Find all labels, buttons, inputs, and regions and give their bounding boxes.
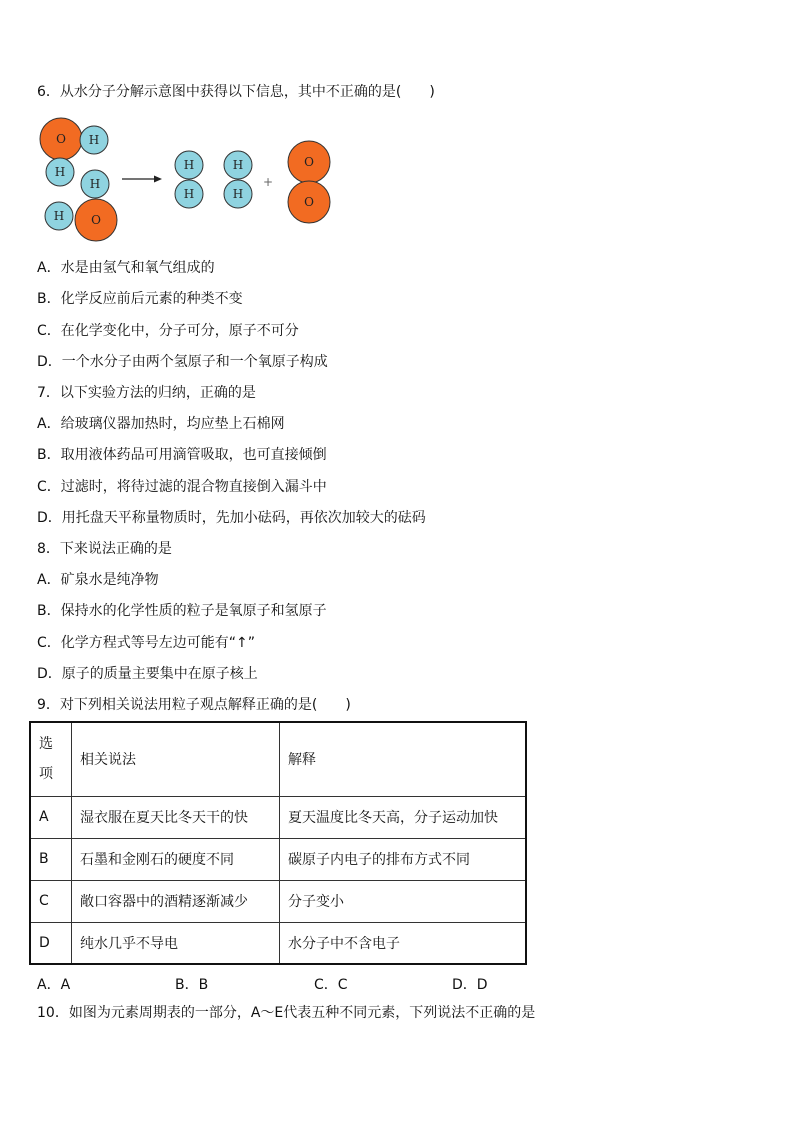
- row-statement: 石墨和金刚石的硬度不同: [72, 838, 280, 880]
- q6-option-b: B．化学反应前后元素的种类不变: [37, 291, 243, 307]
- row-explanation: 水分子中不含电子: [280, 922, 527, 964]
- plus-sign: +: [262, 175, 274, 189]
- q8-option-c: C．化学方程式等号左边可能有“↑”: [37, 635, 256, 651]
- q9-answer-c: C．C: [314, 977, 348, 993]
- oxygen-atom-label: O: [304, 195, 314, 209]
- product-oxygen-molecule: [288, 141, 330, 223]
- q9-answer-d: D．D: [452, 977, 488, 993]
- row-option: B: [30, 838, 72, 880]
- q7-stem: 7．以下实验方法的归纳，正确的是: [37, 385, 256, 401]
- row-option: D: [30, 922, 72, 964]
- hydrogen-atom-label: H: [53, 209, 65, 223]
- q10-stem: 10．如图为元素周期表的一部分，A～E代表五种不同元素，下列说法不正确的是: [37, 1005, 536, 1021]
- row-option: C: [30, 880, 72, 922]
- q9-answer-choices: [37, 974, 507, 992]
- hydrogen-atom-label: H: [54, 165, 66, 179]
- oxygen-atom-label: O: [304, 155, 314, 169]
- q9-answer-b: B．B: [175, 977, 209, 993]
- q7-option-a: A．给玻璃仪器加热时，均应垫上石棉网: [37, 416, 285, 432]
- hydrogen-atom-label: H: [183, 187, 195, 201]
- q9-answer-a: A．A: [37, 977, 71, 993]
- hydrogen-atom-label: H: [183, 158, 195, 172]
- q9-table: [29, 721, 527, 965]
- q8-option-d: D．原子的质量主要集中在原子核上: [37, 666, 258, 682]
- reaction-arrow: [122, 176, 162, 183]
- row-statement: 湿衣服在夏天比冬天干的快: [72, 796, 280, 838]
- q6-option-a: A．水是由氢气和氧气组成的: [37, 260, 215, 276]
- q9-stem: 9．对下列相关说法用粒子观点解释正确的是( ): [37, 697, 351, 713]
- oxygen-atom-label: O: [56, 132, 66, 146]
- hydrogen-atom-label: H: [88, 133, 100, 147]
- table-header-row: [30, 722, 526, 796]
- table-row: [30, 880, 526, 922]
- q7-option-b: B．取用液体药品可用滴管吸取，也可直接倾倒: [37, 447, 327, 463]
- hydrogen-atom-label: H: [232, 158, 244, 172]
- row-explanation: 分子变小: [280, 880, 527, 922]
- hydrogen-atom-label: H: [89, 177, 101, 191]
- product-hydrogen-molecule-2: [224, 151, 252, 208]
- header-option-cell: [30, 722, 72, 796]
- table-row: [30, 922, 526, 964]
- row-explanation: 碳原子内电子的排布方式不同: [280, 838, 527, 880]
- row-explanation: 夏天温度比冬天高，分子运动加快: [280, 796, 527, 838]
- table-row: [30, 838, 526, 880]
- q6-stem: 6．从水分子分解示意图中获得以下信息，其中不正确的是( ): [37, 84, 435, 100]
- oxygen-atom-label: O: [91, 213, 101, 227]
- hydrogen-atom-label: H: [232, 187, 244, 201]
- q6-option-c: C．在化学变化中，分子可分，原子不可分: [37, 323, 299, 339]
- q8-stem: 8．下来说法正确的是: [37, 541, 172, 557]
- q8-option-b: B．保持水的化学性质的粒子是氧原子和氢原子: [37, 603, 327, 619]
- row-statement: 敞口容器中的酒精逐渐减少: [72, 880, 280, 922]
- header-option-label-line1: 选: [39, 736, 53, 753]
- row-statement: 纯水几乎不导电: [72, 922, 280, 964]
- header-explanation-cell: 解释: [280, 722, 527, 796]
- table-row: [30, 796, 526, 838]
- q7-option-d: D．用托盘天平称量物质时，先加小砝码，再依次加较大的砝码: [37, 510, 426, 526]
- q8-option-a: A．矿泉水是纯净物: [37, 572, 159, 588]
- q7-option-c: C．过滤时，将待过滤的混合物直接倒入漏斗中: [37, 479, 327, 495]
- header-option-label-line2: 项: [39, 766, 53, 783]
- product-hydrogen-molecule-1: [175, 151, 203, 208]
- row-option: A: [30, 796, 72, 838]
- q6-option-d: D．一个水分子由两个氢原子和一个氧原子构成: [37, 354, 328, 370]
- header-statement-cell: 相关说法: [72, 722, 280, 796]
